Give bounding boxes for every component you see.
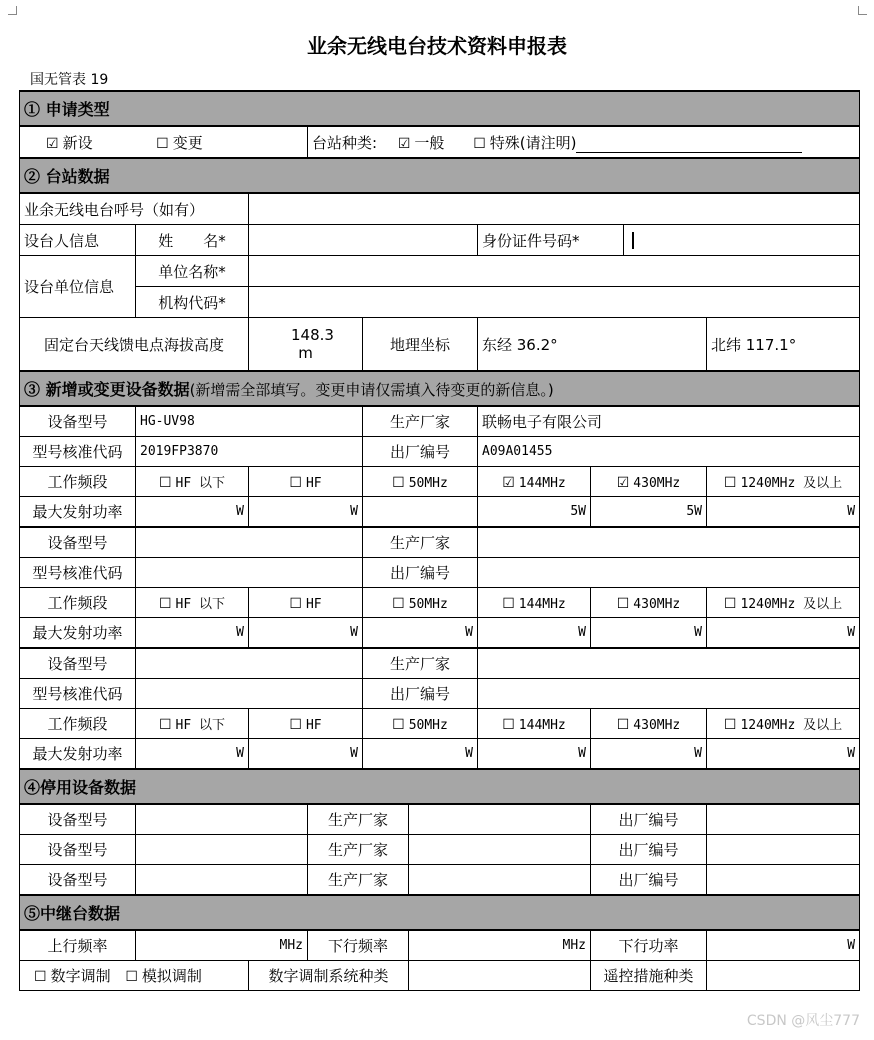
maker-field[interactable]: 联畅电子有限公司 <box>478 406 860 437</box>
form-code: 国无管表 19 <box>30 72 109 88</box>
band-option[interactable]: ☐ 50MHz <box>363 467 478 497</box>
band-option[interactable]: ☐ HF 以下 <box>136 588 249 618</box>
serial-field[interactable] <box>707 835 860 865</box>
power-field[interactable]: W <box>591 739 707 770</box>
modulation-options <box>20 961 249 991</box>
altitude-value[interactable]: 148.3 m <box>249 318 363 372</box>
section-header: ④停用设备数据 <box>20 769 860 804</box>
id-number-label: 身份证件号码* <box>478 225 624 256</box>
normal-label: 一般 <box>414 133 445 152</box>
serial-label: 出厂编号 <box>363 679 478 709</box>
maker-label: 生产厂家 <box>308 865 409 896</box>
section-header: ③ 新增或变更设备数据(新增需全部填写。变更申请仅需填入待变更的新信息。) <box>20 371 860 406</box>
section-header: ① 申请类型 <box>20 91 860 126</box>
model-field[interactable] <box>136 865 308 896</box>
band-option[interactable]: ☐ 1240MHz 及以上 <box>707 588 860 618</box>
power-field[interactable]: W <box>363 618 478 649</box>
downlink-frequency-field[interactable]: MHz <box>409 930 591 961</box>
maker-field[interactable] <box>409 865 591 896</box>
model-label: 设备型号 <box>20 835 136 865</box>
maker-label: 生产厂家 <box>308 804 409 835</box>
band-option[interactable]: ☐ 430MHz <box>591 709 707 739</box>
band-option[interactable]: ☐ 1240MHz 及以上 <box>707 467 860 497</box>
model-label: 设备型号 <box>20 527 136 558</box>
altitude-label: 固定台天线馈电点海拔高度 <box>20 318 249 372</box>
corner-mark-left <box>8 6 17 15</box>
power-field[interactable]: W <box>249 739 363 770</box>
digital-system-field[interactable] <box>409 961 591 991</box>
power-field[interactable]: W <box>136 497 249 528</box>
band-option[interactable]: ☑ 430MHz <box>591 467 707 497</box>
unit-info-label: 设台单位信息 <box>20 256 136 318</box>
serial-field[interactable] <box>707 865 860 896</box>
text-cursor <box>632 232 634 249</box>
uplink-frequency-label: 上行频率 <box>20 930 136 961</box>
type-approval-code-label: 型号核准代码 <box>20 679 136 709</box>
band-label: 工作频段 <box>20 588 136 618</box>
callsign-field[interactable] <box>249 193 860 225</box>
station-type-label: 台站种类: <box>312 133 378 152</box>
unit-name-label: 单位名称* <box>136 256 249 287</box>
power-field[interactable]: W <box>363 739 478 770</box>
name-field[interactable] <box>249 225 478 256</box>
new-checkbox[interactable]: ☑ <box>46 135 59 152</box>
serial-label: 出厂编号 <box>591 865 707 896</box>
serial-label: 出厂编号 <box>363 437 478 467</box>
model-field[interactable] <box>136 648 363 679</box>
band-option[interactable]: ☐ HF <box>249 588 363 618</box>
power-field[interactable]: 5W <box>478 497 591 528</box>
power-field[interactable]: W <box>249 497 363 528</box>
section-decommissioned-equipment <box>20 769 860 804</box>
watermark: CSDN @风尘777 <box>746 1013 860 1029</box>
section-header: ② 台站数据 <box>20 158 860 193</box>
longitude-value[interactable]: 东经 36.2° <box>478 318 707 372</box>
power-field[interactable]: W <box>707 618 860 649</box>
power-field[interactable]: W <box>478 618 591 649</box>
power-field[interactable]: W <box>591 618 707 649</box>
section-repeater-data <box>20 895 860 930</box>
maker-field[interactable] <box>478 527 860 558</box>
unit-name-field[interactable] <box>249 256 860 287</box>
org-code-field[interactable] <box>249 287 860 318</box>
type-approval-code-field[interactable] <box>136 558 363 588</box>
band-option[interactable]: ☑ 144MHz <box>478 467 591 497</box>
remote-control-field[interactable] <box>707 961 860 991</box>
serial-label: 出厂编号 <box>591 835 707 865</box>
special-label: 特殊(请注明) <box>489 133 577 152</box>
band-option[interactable]: ☐ 144MHz <box>478 588 591 618</box>
maker-field[interactable] <box>409 835 591 865</box>
model-field[interactable] <box>136 527 363 558</box>
maker-label: 生产厂家 <box>363 527 478 558</box>
digital-checkbox[interactable]: ☐ <box>34 969 47 985</box>
serial-label: 出厂编号 <box>591 804 707 835</box>
remote-control-label: 遥控措施种类 <box>591 961 707 991</box>
section-station-data <box>20 158 860 193</box>
new-label: 新设 <box>62 133 93 152</box>
type-approval-code-label: 型号核准代码 <box>20 437 136 467</box>
normal-checkbox[interactable]: ☑ <box>397 135 411 152</box>
serial-field[interactable] <box>478 558 860 588</box>
power-field[interactable]: W <box>136 739 249 770</box>
corner-mark-right <box>858 6 867 15</box>
digital-system-label: 数字调制系统种类 <box>249 961 409 991</box>
model-label: 设备型号 <box>20 648 136 679</box>
maker-label: 生产厂家 <box>363 648 478 679</box>
model-label: 设备型号 <box>20 406 136 437</box>
serial-field[interactable]: A09A01455 <box>478 437 860 467</box>
id-number-field[interactable] <box>624 225 860 256</box>
callsign-label: 业余无线电台呼号（如有） <box>20 193 249 225</box>
band-option[interactable]: ☐ 1240MHz 及以上 <box>707 709 860 739</box>
power-field[interactable]: W <box>249 618 363 649</box>
maker-field[interactable] <box>409 804 591 835</box>
band-option[interactable]: ☐ HF 以下 <box>136 467 249 497</box>
section-note: (新增需全部填写。变更申请仅需填入待变更的新信息。) <box>189 381 554 399</box>
serial-field[interactable] <box>707 804 860 835</box>
model-field[interactable]: HG-UV98 <box>136 406 363 437</box>
digital-label: 数字调制 <box>50 967 111 985</box>
serial-field[interactable] <box>478 679 860 709</box>
model-label: 设备型号 <box>20 865 136 896</box>
type-approval-code-field[interactable]: 2019FP3870 <box>136 437 363 467</box>
station-type-options <box>308 126 860 158</box>
band-option[interactable]: ☐ 50MHz <box>363 588 478 618</box>
band-option[interactable]: ☐ 430MHz <box>591 588 707 618</box>
power-field[interactable]: W <box>478 739 591 770</box>
band-option[interactable]: ☐ HF <box>249 467 363 497</box>
section-header: ⑤中继台数据 <box>20 895 860 930</box>
serial-label: 出厂编号 <box>363 558 478 588</box>
power-field[interactable] <box>363 497 478 528</box>
application-type-options <box>20 126 308 158</box>
org-code-label: 机构代码* <box>136 287 249 318</box>
application-form-table <box>19 90 860 991</box>
latitude-value[interactable]: 北纬 117.1° <box>707 318 860 372</box>
band-option[interactable]: ☐ 50MHz <box>363 709 478 739</box>
maker-label: 生产厂家 <box>308 835 409 865</box>
downlink-frequency-label: 下行频率 <box>308 930 409 961</box>
power-field[interactable]: 5W <box>591 497 707 528</box>
band-label: 工作频段 <box>20 709 136 739</box>
power-label: 最大发射功率 <box>20 739 136 770</box>
band-option[interactable]: ☐ HF <box>249 709 363 739</box>
band-option[interactable]: ☐ 144MHz <box>478 709 591 739</box>
maker-label: 生产厂家 <box>363 406 478 437</box>
band-option[interactable]: ☐ HF 以下 <box>136 709 249 739</box>
analog-checkbox[interactable]: ☐ <box>125 969 138 985</box>
special-checkbox[interactable]: ☐ <box>473 135 486 152</box>
name-label: 姓 名* <box>136 225 249 256</box>
type-approval-code-label: 型号核准代码 <box>20 558 136 588</box>
change-label: 变更 <box>172 133 203 152</box>
power-label: 最大发射功率 <box>20 618 136 649</box>
power-field[interactable]: W <box>707 497 860 528</box>
type-approval-code-field[interactable] <box>136 679 363 709</box>
owner-info-label: 设台人信息 <box>20 225 136 256</box>
uplink-frequency-field[interactable]: MHz <box>136 930 308 961</box>
section-new-or-changed-equipment <box>20 371 860 406</box>
section-application-type <box>20 91 860 126</box>
power-field[interactable]: W <box>136 618 249 649</box>
downlink-power-field[interactable]: W <box>707 930 860 961</box>
power-label: 最大发射功率 <box>20 497 136 528</box>
band-label: 工作频段 <box>20 467 136 497</box>
change-checkbox[interactable]: ☐ <box>156 135 169 152</box>
analog-label: 模拟调制 <box>141 967 202 985</box>
model-field[interactable] <box>136 804 308 835</box>
downlink-power-label: 下行功率 <box>591 930 707 961</box>
model-field[interactable] <box>136 835 308 865</box>
model-label: 设备型号 <box>20 804 136 835</box>
form-title: 业余无线电台技术资料申报表 <box>307 34 567 58</box>
coords-label: 地理坐标 <box>363 318 478 372</box>
maker-field[interactable] <box>478 648 860 679</box>
power-field[interactable]: W <box>707 739 860 770</box>
special-note-field[interactable] <box>576 138 802 153</box>
